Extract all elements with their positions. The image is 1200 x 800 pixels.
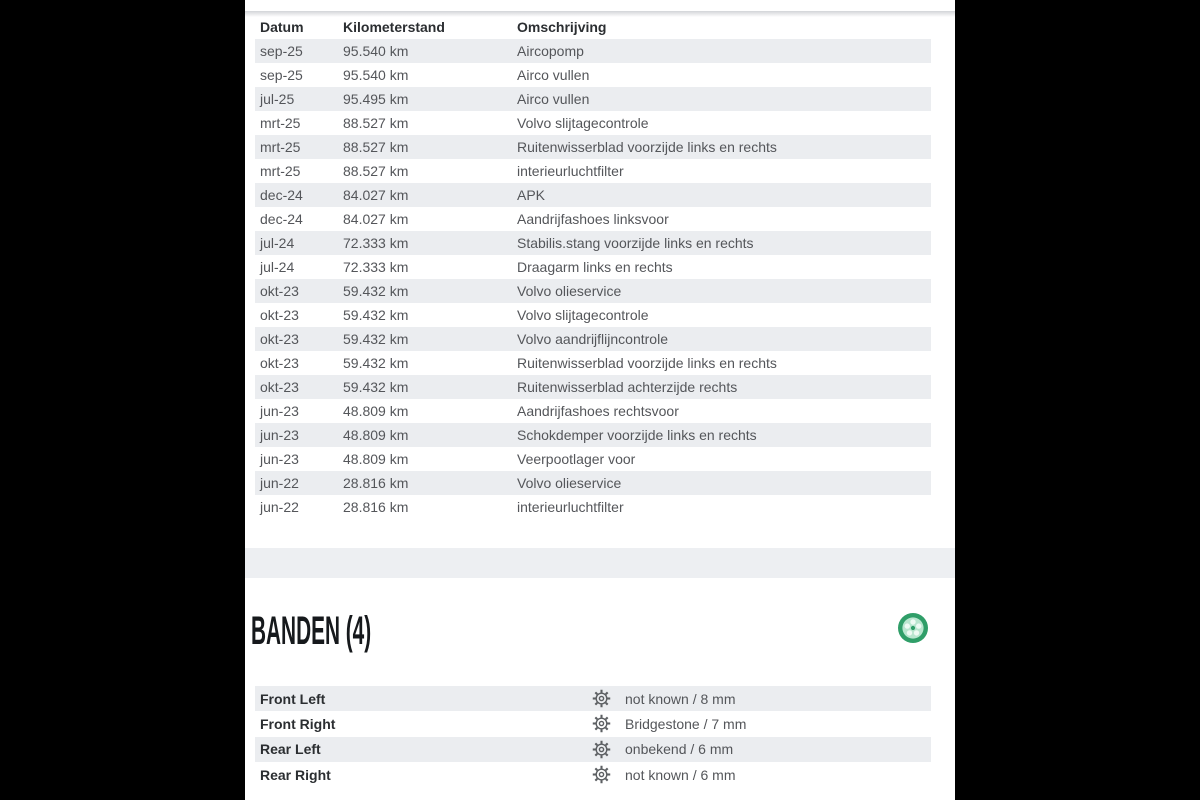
cell-datum: jun-23: [260, 403, 299, 419]
tire-value: not known / 8 mm: [625, 690, 736, 707]
cell-omschrijving: Volvo slijtagecontrole: [517, 115, 649, 131]
table-row: [255, 399, 931, 423]
cell-datum: sep-25: [260, 43, 303, 59]
cell-omschrijving: Stabilis.stang voorzijde links en rechts: [517, 235, 754, 251]
maintenance-table: [255, 15, 931, 519]
cell-datum: okt-23: [260, 283, 299, 299]
tire-row: [255, 686, 931, 711]
cell-omschrijving: Schokdemper voorzijde links en rechts: [517, 427, 757, 443]
cell-kilometerstand: 48.809 km: [343, 427, 409, 443]
cell-omschrijving: Ruitenwisserblad voorzijde links en rechts: [517, 355, 777, 371]
tire-value: not known / 6 mm: [625, 766, 736, 783]
gear-icon: [592, 714, 625, 733]
cell-kilometerstand: 72.333 km: [343, 235, 409, 251]
cell-datum: jul-24: [260, 235, 295, 251]
table-row: [255, 159, 931, 183]
table-row: [255, 447, 931, 471]
tire-row: [255, 737, 931, 762]
table-row: [255, 207, 931, 231]
table-row: [255, 39, 931, 63]
cell-datum: jul-25: [260, 91, 295, 107]
cell-omschrijving: Aircopomp: [517, 43, 584, 59]
cell-kilometerstand: 95.495 km: [343, 91, 409, 107]
tire-position-label: Front Right: [260, 715, 336, 732]
gear-icon: [592, 740, 625, 759]
cell-kilometerstand: 59.432 km: [343, 379, 409, 395]
tire-position-label: Rear Right: [260, 766, 331, 783]
cell-datum: jun-22: [260, 475, 299, 491]
cell-omschrijving: Volvo olieservice: [517, 475, 622, 491]
cell-datum: dec-24: [260, 187, 303, 203]
table-row: [255, 231, 931, 255]
cell-kilometerstand: 59.432 km: [343, 331, 409, 347]
table-row: [255, 63, 931, 87]
cell-kilometerstand: 88.527 km: [343, 115, 409, 131]
cell-datum: jun-22: [260, 499, 299, 515]
cell-datum: okt-23: [260, 379, 299, 395]
cell-datum: okt-23: [260, 307, 299, 323]
table-row: [255, 279, 931, 303]
table-row: [255, 87, 931, 111]
content-panel: [245, 0, 955, 800]
cell-datum: sep-25: [260, 67, 303, 83]
cell-omschrijving: interieurluchtfilter: [517, 499, 624, 515]
section-divider: [245, 548, 955, 578]
cell-datum: okt-23: [260, 331, 299, 347]
maintenance-table-header: [255, 15, 931, 39]
cell-datum: jul-24: [260, 259, 295, 275]
cell-kilometerstand: 72.333 km: [343, 259, 409, 275]
table-row: [255, 111, 931, 135]
cell-kilometerstand: 59.432 km: [343, 355, 409, 371]
cell-kilometerstand: 28.816 km: [343, 499, 409, 515]
cell-omschrijving: Draagarm links en rechts: [517, 259, 673, 275]
table-row: [255, 135, 931, 159]
cell-omschrijving: Volvo olieservice: [517, 283, 622, 299]
cell-kilometerstand: 84.027 km: [343, 211, 409, 227]
cell-datum: jun-23: [260, 451, 299, 467]
cell-omschrijving: interieurluchtfilter: [517, 163, 624, 179]
table-row: [255, 351, 931, 375]
cell-datum: dec-24: [260, 211, 303, 227]
column-header-datum: Datum: [260, 19, 304, 35]
cell-kilometerstand: 95.540 km: [343, 67, 409, 83]
cell-kilometerstand: 88.527 km: [343, 163, 409, 179]
wheel-icon: [896, 611, 930, 645]
maintenance-table-rows: [255, 39, 931, 519]
cell-kilometerstand: 84.027 km: [343, 187, 409, 203]
cell-omschrijving: Airco vullen: [517, 91, 590, 107]
cell-omschrijving: Veerpootlager voor: [517, 451, 636, 467]
cell-kilometerstand: 48.809 km: [343, 403, 409, 419]
tire-row: [255, 711, 931, 736]
cell-kilometerstand: 48.809 km: [343, 451, 409, 467]
cell-omschrijving: APK: [517, 187, 546, 203]
cell-omschrijving: Ruitenwisserblad achterzijde rechts: [517, 379, 738, 395]
cell-kilometerstand: 88.527 km: [343, 139, 409, 155]
tire-value: onbekend / 6 mm: [625, 741, 734, 758]
cell-omschrijving: Ruitenwisserblad voorzijde links en rechts: [517, 139, 777, 155]
tire-value: Bridgestone / 7 mm: [625, 715, 747, 732]
table-row: [255, 471, 931, 495]
cell-omschrijving: Airco vullen: [517, 67, 590, 83]
cell-kilometerstand: 95.540 km: [343, 43, 409, 59]
cell-kilometerstand: 28.816 km: [343, 475, 409, 491]
cell-datum: jun-23: [260, 427, 299, 443]
tires-section-title: BANDEN (4): [251, 609, 372, 653]
tire-position-label: Front Left: [260, 690, 326, 707]
table-row: [255, 423, 931, 447]
tire-table: [255, 686, 931, 787]
table-row: [255, 495, 931, 519]
cell-datum: okt-23: [260, 355, 299, 371]
cell-kilometerstand: 59.432 km: [343, 307, 409, 323]
tire-position-label: Rear Left: [260, 741, 321, 758]
column-header-omschrijving: Omschrijving: [517, 19, 607, 35]
cell-datum: mrt-25: [260, 115, 301, 131]
cell-omschrijving: Volvo aandrijflijncontrole: [517, 331, 668, 347]
cell-omschrijving: Aandrijfashoes linksvoor: [517, 211, 669, 227]
table-row: [255, 255, 931, 279]
table-row: [255, 375, 931, 399]
cell-datum: mrt-25: [260, 139, 301, 155]
gear-icon: [592, 765, 625, 784]
table-row: [255, 303, 931, 327]
cell-kilometerstand: 59.432 km: [343, 283, 409, 299]
column-header-kilometerstand: Kilometerstand: [343, 19, 445, 35]
table-row: [255, 183, 931, 207]
table-row: [255, 327, 931, 351]
cell-omschrijving: Volvo slijtagecontrole: [517, 307, 649, 323]
gear-icon: [592, 689, 625, 708]
tire-row: [255, 762, 931, 787]
cell-datum: mrt-25: [260, 163, 301, 179]
cell-omschrijving: Aandrijfashoes rechtsvoor: [517, 403, 679, 419]
